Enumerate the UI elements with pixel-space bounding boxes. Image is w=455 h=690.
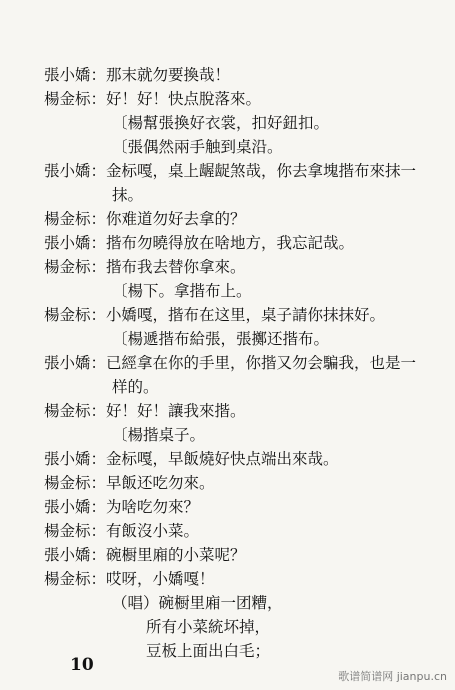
speaker-label: 張小嬌： bbox=[44, 162, 107, 180]
stage-direction-text: 〔楊揩桌子。 bbox=[112, 426, 206, 444]
speaker-label: 楊金标： bbox=[44, 258, 107, 276]
dialogue-text: 早飯还吃勿來。 bbox=[106, 474, 215, 492]
dialogue-text: 好！好！快点脫落來。 bbox=[106, 90, 262, 108]
speaker-label: 張小嬌： bbox=[44, 234, 107, 252]
speaker-label: 楊金标： bbox=[44, 474, 107, 492]
song-text: 豆板上面出白毛； bbox=[146, 642, 271, 660]
speaker-label: 張小嬌： bbox=[44, 66, 107, 84]
dialogue-text: 你难道勿好去拿的？ bbox=[106, 210, 246, 228]
dialogue-text: 有飯沒小菜。 bbox=[106, 522, 200, 540]
dialogue-text: 已經拿在你的手里，你揩又勿会騙我，也是一 bbox=[106, 354, 417, 372]
dialogue-text: 那末就勿要換哉！ bbox=[106, 66, 231, 84]
stage-direction-text: 〔楊下。拿揩布上。 bbox=[112, 282, 252, 300]
dialogue-text: 样的。 bbox=[112, 378, 159, 396]
song-text: （唱）碗橱里廂一团糟， bbox=[112, 594, 283, 612]
dialogue-text: 金标嘎，早飯燒好快点端出來哉。 bbox=[106, 450, 339, 468]
stage-direction-text: 〔楊幫張換好衣裳，扣好鈕扣。 bbox=[112, 114, 330, 132]
speaker-label: 楊金标： bbox=[44, 306, 107, 324]
dialogue-text: 好！好！讓我來揩。 bbox=[106, 402, 246, 420]
dialogue-text: 碗橱里廂的小菜呢？ bbox=[106, 546, 246, 564]
speaker-label: 楊金标： bbox=[44, 570, 107, 588]
page-number: 10 bbox=[70, 655, 94, 675]
dialogue-text: 金标嘎，桌上龌龊煞哉，你去拿塊揩布來抹一 bbox=[106, 162, 417, 180]
speaker-label: 張小嬌： bbox=[44, 546, 107, 564]
speaker-label: 張小嬌： bbox=[44, 354, 107, 372]
watermark: 歌谱简谱网 jianpu.cn bbox=[338, 670, 447, 683]
speaker-label: 楊金标： bbox=[44, 90, 107, 108]
stage-direction-text: 〔楊遞揩布給張，張擲还揩布。 bbox=[112, 330, 330, 348]
dialogue-text: 为啥吃勿來？ bbox=[106, 498, 200, 516]
speaker-label: 張小嬌： bbox=[44, 450, 107, 468]
speaker-label: 張小嬌： bbox=[44, 498, 107, 516]
song-text: 所有小菜統坏掉， bbox=[146, 618, 271, 636]
dialogue-text: 揩布勿曉得放在啥地方，我忘記哉。 bbox=[106, 234, 355, 252]
stage-direction-text: 〔張偶然兩手触到桌沿。 bbox=[112, 138, 283, 156]
speaker-label: 楊金标： bbox=[44, 522, 107, 540]
speaker-label: 楊金标： bbox=[44, 402, 107, 420]
dialogue-text: 揩布我去替你拿來。 bbox=[106, 258, 246, 276]
speaker-label: 楊金标： bbox=[44, 210, 107, 228]
dialogue-text: 抹。 bbox=[112, 186, 144, 204]
dialogue-text: 小嬌嘎，揩布在这里，桌子請你抹抹好。 bbox=[106, 306, 386, 324]
dialogue-text: 哎呀，小嬌嘎！ bbox=[106, 570, 215, 588]
